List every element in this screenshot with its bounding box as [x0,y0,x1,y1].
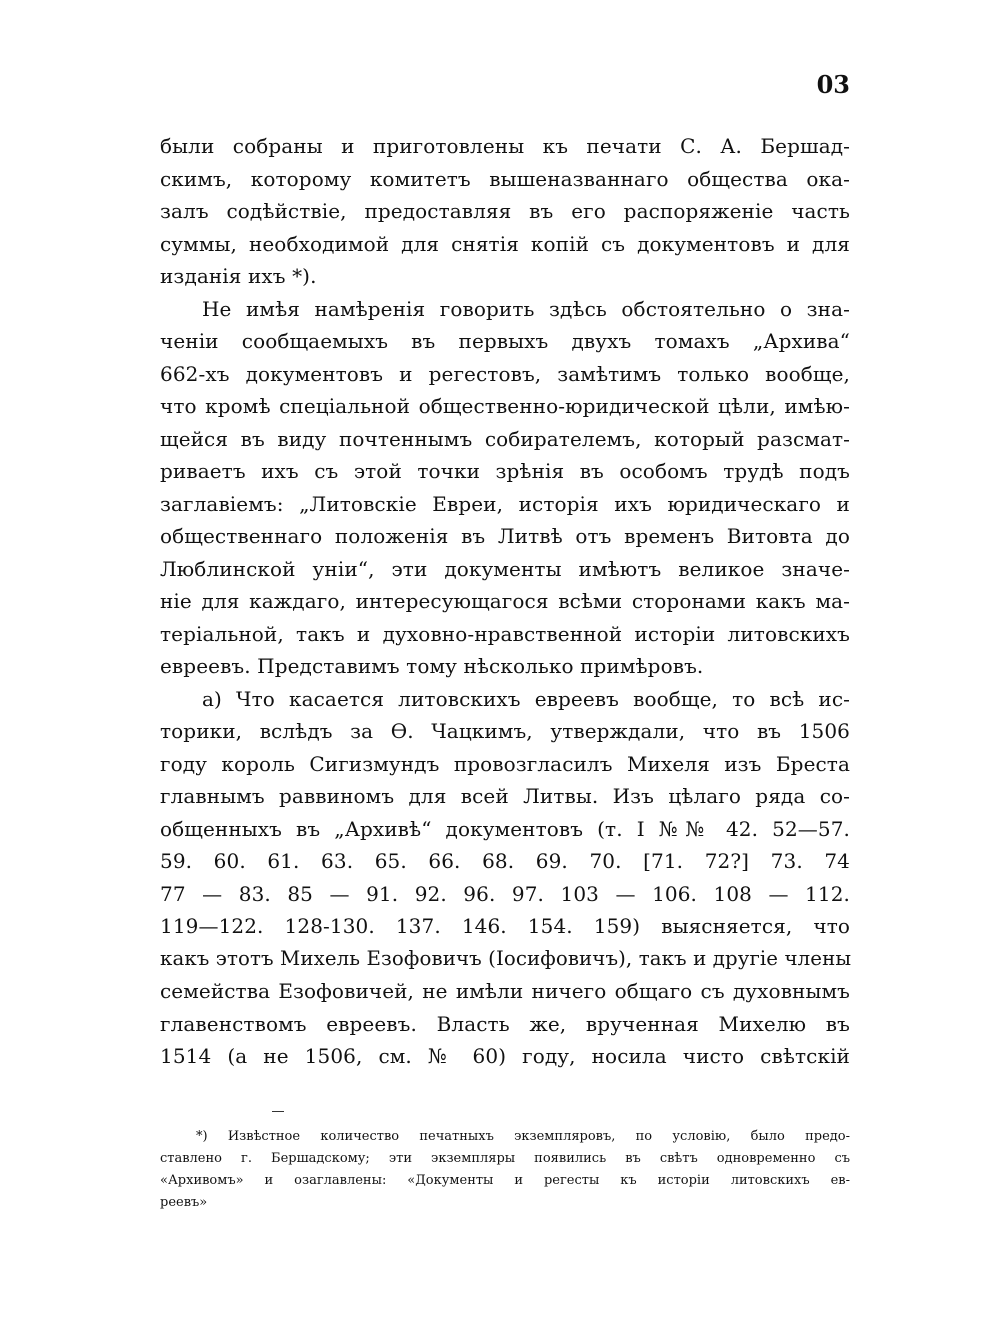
text-line: 59. 60. 61. 63. 65. 66. 68. 69. 70. [71. 72?] 73. 74 [160,849,850,873]
page-number: 03 [816,70,850,99]
footnote-line: реевъ» [160,1195,208,1210]
text-line: ченіи сообщаемыхъ въ первыхъ двухъ томахъ „Архива“ [160,329,850,353]
text-line: щейся въ виду почтеннымъ собирателемъ, который разсмат- [160,426,850,451]
text-line: 1514 (а не 1506, см. № 60) году, носила чисто свѣтскій [160,1044,850,1068]
text-line: году король Сигизмундъ провозгласилъ Михеля изъ Бреста [160,751,850,776]
text-line: а) Что касается литовскихъ евреевъ вообще, то всѣ ис- [202,686,850,711]
main-text [160,130,850,1073]
text-line: общенныхъ въ „Архивѣ“ документовъ (т. I №№ 42. 52—57. [160,816,850,841]
footnote-line: «Архивомъ» и озаглавлены: «Документы и регесты къ исторіи литовскихъ ев- [160,1173,850,1188]
text-line: евреевъ. Представимъ тому нѣсколько примѣровъ. [160,654,704,678]
text-line: торики, вслѣдъ за Ѳ. Чацкимъ, утверждали, что въ 1506 [160,719,850,743]
text-line: главнымъ раввиномъ для всей Литвы. Изъ цѣлаго ряда со- [160,784,850,808]
text-line: общественнаго положенія въ Литвѣ отъ временъ Витовта до [160,524,850,548]
footnote-separator [272,1111,284,1112]
text-line: Люблинской уніи“, эти документы имѣютъ великое значе- [160,556,850,581]
footnote-line: ставлено г. Бершадскому; эти экземпляры появились въ свѣтъ одновременно съ [160,1151,850,1166]
text-line: Не имѣя намѣренія говорить здѣсь обстоятельно о зна- [202,296,850,321]
footnote-line: *) Извѣстное количество печатныхъ экземпляровъ, по условію, было предо- [196,1129,850,1144]
text-line: заглавіемъ: „Литовскіе Евреи, исторія ихъ юридическаго и [160,491,850,516]
text-line: скимъ, которому комитетъ вышеназваннаго общества ока- [160,166,850,191]
text-line: теріальной, такъ и духовно-нравственной исторіи литовскихъ [160,621,850,646]
text-line: 662-хъ документовъ и регестовъ, замѣтимъ только вообще, [160,361,850,386]
text-line: были собраны и приготовлены къ печати С. А. Бершад- [160,134,850,158]
text-line: 77 — 83. 85 — 91. 92. 96. 97. 103 — 106. 108 — 112. [160,881,850,906]
text-line: суммы, необходимой для снятія копій съ документовъ и для [160,231,850,256]
text-line: 119—122. 128-130. 137. 146. 154. 159) выясняется, что [160,914,850,938]
text-line: изданія ихъ *). [160,264,317,288]
text-line: что кромѣ спеціальной общественно-юридической цѣли, имѣю- [160,394,850,418]
text-line: какъ этотъ Михель Езофовичъ (Іосифовичъ), такъ и другіе члены [160,946,852,970]
footnote [160,1126,850,1214]
text-line: риваетъ ихъ съ этой точки зрѣнія въ особомъ трудѣ подъ [160,459,850,483]
text-line: семейства Езофовичей, не имѣли ничего общаго съ духовнымъ [160,979,850,1003]
text-line: ніе для каждаго, интересующагося всѣми сторонами какъ ма- [160,589,850,613]
text-line: залъ содѣйствіе, предоставляя въ его распоряженіе часть [160,199,850,223]
text-line: главенствомъ евреевъ. Власть же, врученная Михелю въ [160,1011,850,1036]
